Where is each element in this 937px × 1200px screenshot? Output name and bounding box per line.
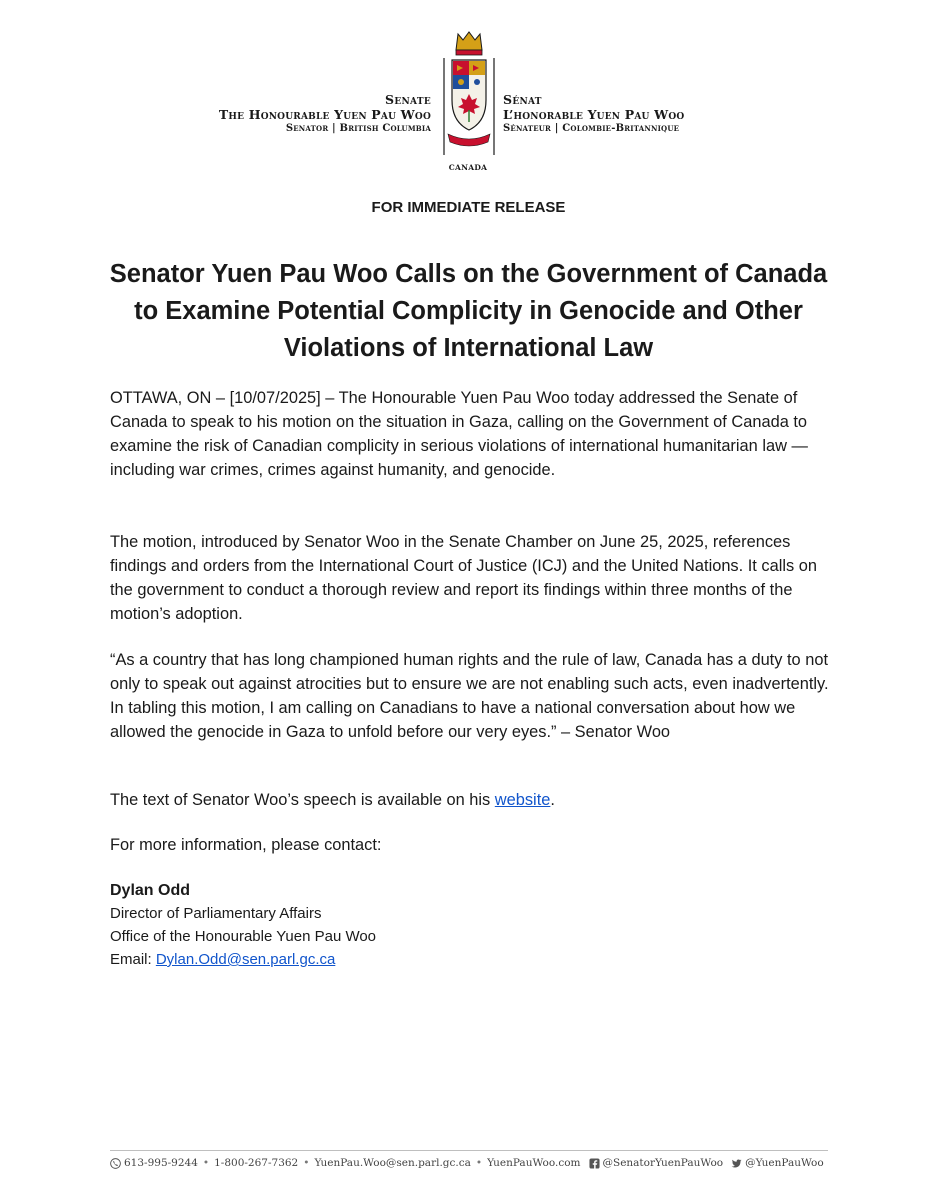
footer-tollfree: 1-800-267-7362 bbox=[214, 1157, 299, 1169]
footer-separator: • bbox=[303, 1157, 310, 1169]
paragraph-intro: OTTAWA, ON – [10/07/2025] – The Honourable Yuen Pau Woo today addressed the Senate of Canada to speak to his motion on the situation in Gaza, calling on the Government of Canada to examine the risk of Canadian complicity in serious violations of international humanitarian law — including war crimes, crimes against humanity, and genocide. bbox=[110, 389, 808, 479]
contact-email-label: Email: bbox=[110, 951, 156, 968]
letterhead-en-name: The Honourable Yuen Pau Woo bbox=[218, 107, 431, 122]
website-link[interactable]: website bbox=[494, 791, 551, 809]
paragraph-speech bbox=[110, 788, 830, 812]
senate-crest-icon bbox=[438, 30, 500, 172]
contact-email-line bbox=[110, 948, 376, 971]
phone-icon bbox=[110, 1158, 121, 1169]
contact-name: Dylan Odd bbox=[110, 882, 191, 899]
letterhead-fr-name: L’honorable Yuen Pau Woo bbox=[503, 107, 685, 122]
letterhead-en-role: Senator | British Columbia bbox=[285, 123, 431, 134]
letterhead-en-senate: Senate bbox=[385, 92, 431, 107]
footer-separator: • bbox=[475, 1157, 483, 1169]
footer bbox=[110, 1157, 830, 1169]
letterhead-fr-senate: Sénat bbox=[503, 92, 542, 107]
paragraph-quote: “As a country that has long championed human rights and the rule of law, Canada has a duty to not only to speak out against atrocities but to ensure we are not enabling such acts, even inadvertently. In tabling this motion, I am calling on Canadians to have a national conversation about how we allowed the genocide in Gaza to unfold before our very eyes.” – Senator Woo bbox=[110, 651, 829, 741]
speech-period: . bbox=[550, 791, 555, 809]
footer-separator: • bbox=[202, 1157, 210, 1169]
letterhead-french bbox=[503, 92, 684, 135]
contact-email-link[interactable]: Dylan.Odd@sen.parl.gc.ca bbox=[155, 951, 336, 968]
footer-twitter[interactable]: @YuenPauWoo bbox=[745, 1157, 824, 1169]
crest-label: CANADA bbox=[448, 163, 488, 172]
footer-divider bbox=[110, 1150, 828, 1151]
footer-facebook[interactable]: @SenatorYuenPauWoo bbox=[602, 1157, 724, 1169]
contact-block bbox=[110, 879, 376, 971]
footer-phone: 613-995-9244 bbox=[124, 1157, 198, 1169]
headline: Senator Yuen Pau Woo Calls on the Government of Canada to Examine Potential Complicity in Genocide and Other Violations of International Law bbox=[109, 260, 828, 362]
contact-office: Office of the Honourable Yuen Pau Woo bbox=[110, 928, 377, 945]
paragraph-contact-intro: For more information, please contact: bbox=[110, 836, 382, 854]
release-label: FOR IMMEDIATE RELEASE bbox=[371, 199, 566, 216]
letterhead-english bbox=[219, 92, 431, 135]
footer-email[interactable]: YuenPau.Woo@sen.parl.gc.ca bbox=[314, 1157, 471, 1169]
letterhead-fr-role: Sénateur | Colombie-Britannique bbox=[503, 123, 680, 134]
contact-title: Director of Parliamentary Affairs bbox=[110, 905, 322, 922]
paragraph-motion: The motion, introduced by Senator Woo in the Senate Chamber on June 25, 2025, references findings and orders from the International Court of Justice (ICJ) and the United Nations. It calls on the government to conduct a thorough review and report its findings within three months of the motion’s adoption. bbox=[110, 533, 817, 623]
speech-text: The text of Senator Woo’s speech is available on his bbox=[110, 791, 495, 809]
facebook-icon bbox=[589, 1158, 600, 1169]
footer-website[interactable]: YuenPauWoo.com bbox=[487, 1157, 581, 1169]
twitter-icon bbox=[731, 1158, 742, 1169]
